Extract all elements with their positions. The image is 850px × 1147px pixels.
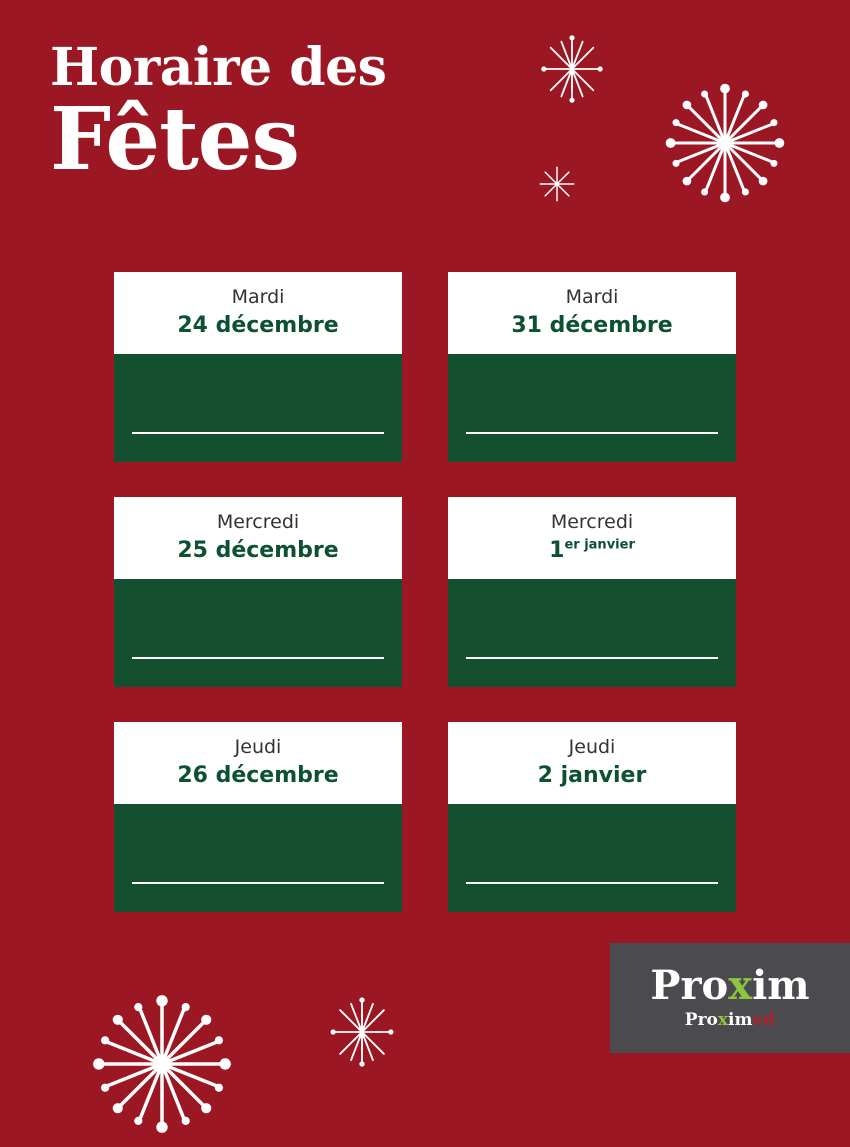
card-hours-area[interactable] bbox=[448, 579, 736, 687]
schedule-card bbox=[114, 497, 402, 687]
logo-sub-post: ed bbox=[752, 1010, 776, 1030]
card-date-label bbox=[549, 537, 635, 566]
logo-post: im bbox=[752, 962, 810, 1009]
card-write-line bbox=[466, 432, 718, 434]
card-hours-area[interactable] bbox=[114, 804, 402, 912]
logo-sub-mid: im bbox=[728, 1010, 753, 1030]
card-date-main: 1 bbox=[549, 538, 565, 564]
logo-pre: Pro bbox=[650, 962, 729, 1009]
card-hours-area[interactable] bbox=[114, 579, 402, 687]
card-header bbox=[448, 497, 736, 579]
title-line-2: Fêtes bbox=[50, 89, 299, 190]
card-hours-area[interactable] bbox=[448, 354, 736, 462]
brand-logo bbox=[610, 943, 850, 1053]
logo-wordmark bbox=[650, 962, 810, 1009]
card-date-label: 31 décembre bbox=[511, 313, 673, 339]
snowflake-bottom-small-icon bbox=[323, 993, 401, 1075]
card-day-label: Mardi bbox=[231, 286, 285, 309]
schedule-card bbox=[114, 722, 402, 912]
snowflake-top-large-icon bbox=[657, 75, 793, 215]
logo-sub-x-icon: x bbox=[717, 1010, 729, 1030]
schedule-card bbox=[448, 497, 736, 687]
card-date-label: 25 décembre bbox=[177, 538, 339, 564]
card-header bbox=[448, 722, 736, 804]
card-write-line bbox=[466, 882, 718, 884]
card-day-label: Jeudi bbox=[568, 736, 616, 759]
title-line-1: Horaire des bbox=[50, 37, 387, 98]
card-write-line bbox=[466, 657, 718, 659]
schedule-card bbox=[114, 272, 402, 462]
card-hours-area[interactable] bbox=[448, 804, 736, 912]
card-day-label: Mercredi bbox=[216, 511, 300, 534]
card-hours-area[interactable] bbox=[114, 354, 402, 462]
card-write-line bbox=[132, 432, 384, 434]
schedule-card bbox=[448, 722, 736, 912]
logo-x-icon: x bbox=[728, 962, 753, 1009]
card-day-label: Mardi bbox=[565, 286, 619, 309]
card-header bbox=[448, 272, 736, 354]
card-header bbox=[114, 722, 402, 804]
snowflake-bottom-large-icon bbox=[83, 985, 241, 1147]
card-date-label: 24 décembre bbox=[177, 313, 339, 339]
card-date-label: 2 janvier bbox=[537, 763, 647, 789]
schedule-cards-grid bbox=[114, 272, 736, 912]
snowflake-top-tiny-icon bbox=[535, 162, 579, 210]
snowflake-top-small-icon bbox=[534, 31, 610, 111]
logo-sub-pre: Pro bbox=[684, 1010, 718, 1030]
page-title bbox=[50, 37, 387, 190]
card-header bbox=[114, 272, 402, 354]
logo-subbrand bbox=[685, 1010, 775, 1030]
card-write-line bbox=[132, 657, 384, 659]
schedule-card bbox=[448, 272, 736, 462]
card-date-suffix: er janvier bbox=[564, 537, 635, 553]
card-header bbox=[114, 497, 402, 579]
card-write-line bbox=[132, 882, 384, 884]
card-day-label: Jeudi bbox=[234, 736, 282, 759]
card-day-label: Mercredi bbox=[550, 511, 634, 534]
card-date-label: 26 décembre bbox=[177, 763, 339, 789]
